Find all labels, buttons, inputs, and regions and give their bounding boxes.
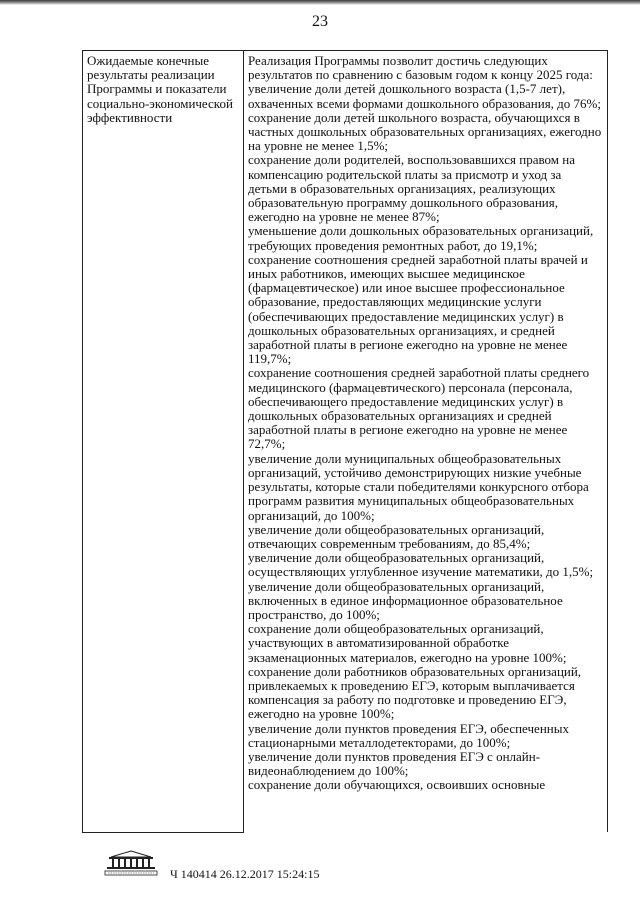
results-paragraph: сохранение доли общеобразовательных организаций, участвующих в автоматизированной обработке экзаменационных материалов, ежегодно на уровне 100%;: [248, 621, 567, 665]
results-paragraph: увеличение доли детей дошкольного возраста (1,5-7 лет), охваченных всеми формами дошкольного образования, до 76%;: [248, 81, 601, 111]
results-paragraph: увеличение доли общеобразовательных организаций, отвечающих современным требованиям, до 85,4%;: [248, 521, 545, 551]
results-paragraph: сохранение доли работников образовательных организаций, привлекаемых к проведению ЕГЭ, которым выплачивается компенсация за работу по подготовке и проведению ЕГЭ, ежегодно на уровне 100%;: [248, 663, 582, 722]
left-cell-heading: Ожидаемые конечные результаты реализации Программы и показатели социально-экономической эффективности: [83, 51, 244, 833]
results-paragraph: увеличение доли общеобразовательных организаций, осуществляющих углубленное изучение математики, до 1,5%;: [248, 550, 594, 580]
results-paragraph: сохранение доли родителей, воспользовавшихся правом на компенсацию родительской платы за присмотр и уход за детьми в образовательных организациях, реализующих образовательную программу дошкольного образования, ежегодно на уровне не менее 87%;: [248, 152, 575, 225]
results-paragraph: Реализация Программы позволит достичь следующих результатов по сравнению с базовым годом к концу 2025 года:: [248, 53, 593, 83]
results-paragraph: увеличение доли муниципальных общеобразовательных организаций, устойчиво демонстрирующих низкие учебные результаты, которые стали победителями конкурсного отбора программ развития муниципальных общеобразовательных организаций, до 100%;: [248, 450, 589, 523]
results-paragraph: сохранение доли обучающихся, освоивших основные: [248, 777, 546, 793]
results-paragraph: уменьшение доли дошкольных образовательных организаций, требующих проведения ремонтных работ, до 19,1%;: [248, 223, 594, 253]
program-results-table: [82, 50, 608, 833]
scan-top-edge: [0, 0, 640, 5]
results-paragraph: сохранение соотношения средней заработной платы среднего медицинского (фармацевтического) персонала (персонала, обеспечивающего предоставление медицинских услуг) в дошкольных образовательных организациях и средней заработной платы в регионе ежегодно на уровне не менее 72,7%;: [248, 365, 590, 452]
results-paragraph: увеличение доли пунктов проведения ЕГЭ с онлайн-видеонаблюдением до 100%;: [248, 748, 541, 779]
government-building-stamp-icon: [102, 850, 160, 876]
page-number: 23: [312, 13, 328, 30]
right-cell-content: [244, 51, 608, 833]
document-registration-id: Ч 140414 26.12.2017 15:24:15: [170, 867, 320, 881]
results-paragraph: увеличение доли пунктов проведения ЕГЭ, обеспеченных стационарными металлодетекторами, до 100%;: [248, 720, 569, 750]
results-paragraph: сохранение соотношения средней заработной платы врачей и иных работников, имеющих высшее медицинское (фармацевтическое) или иное высшее профессиональное образование, предоставляющих медицинские услуги (обеспечивающих предоставление медицинских услуг) в дошкольных образовательных организациях, и средней заработной платы в регионе ежегодно на уровне не менее 119,7%;: [248, 251, 588, 367]
table-row: [83, 51, 608, 833]
results-paragraph: увеличение доли общеобразовательных организаций, включенных в единое информационное образовательное пространство, до 100%;: [248, 578, 563, 622]
results-paragraph: сохранение доли детей школьного возраста, обучающихся в частных дошкольных образовательных организациях, ежегодно на уровне не менее 1,5%;: [248, 109, 602, 154]
